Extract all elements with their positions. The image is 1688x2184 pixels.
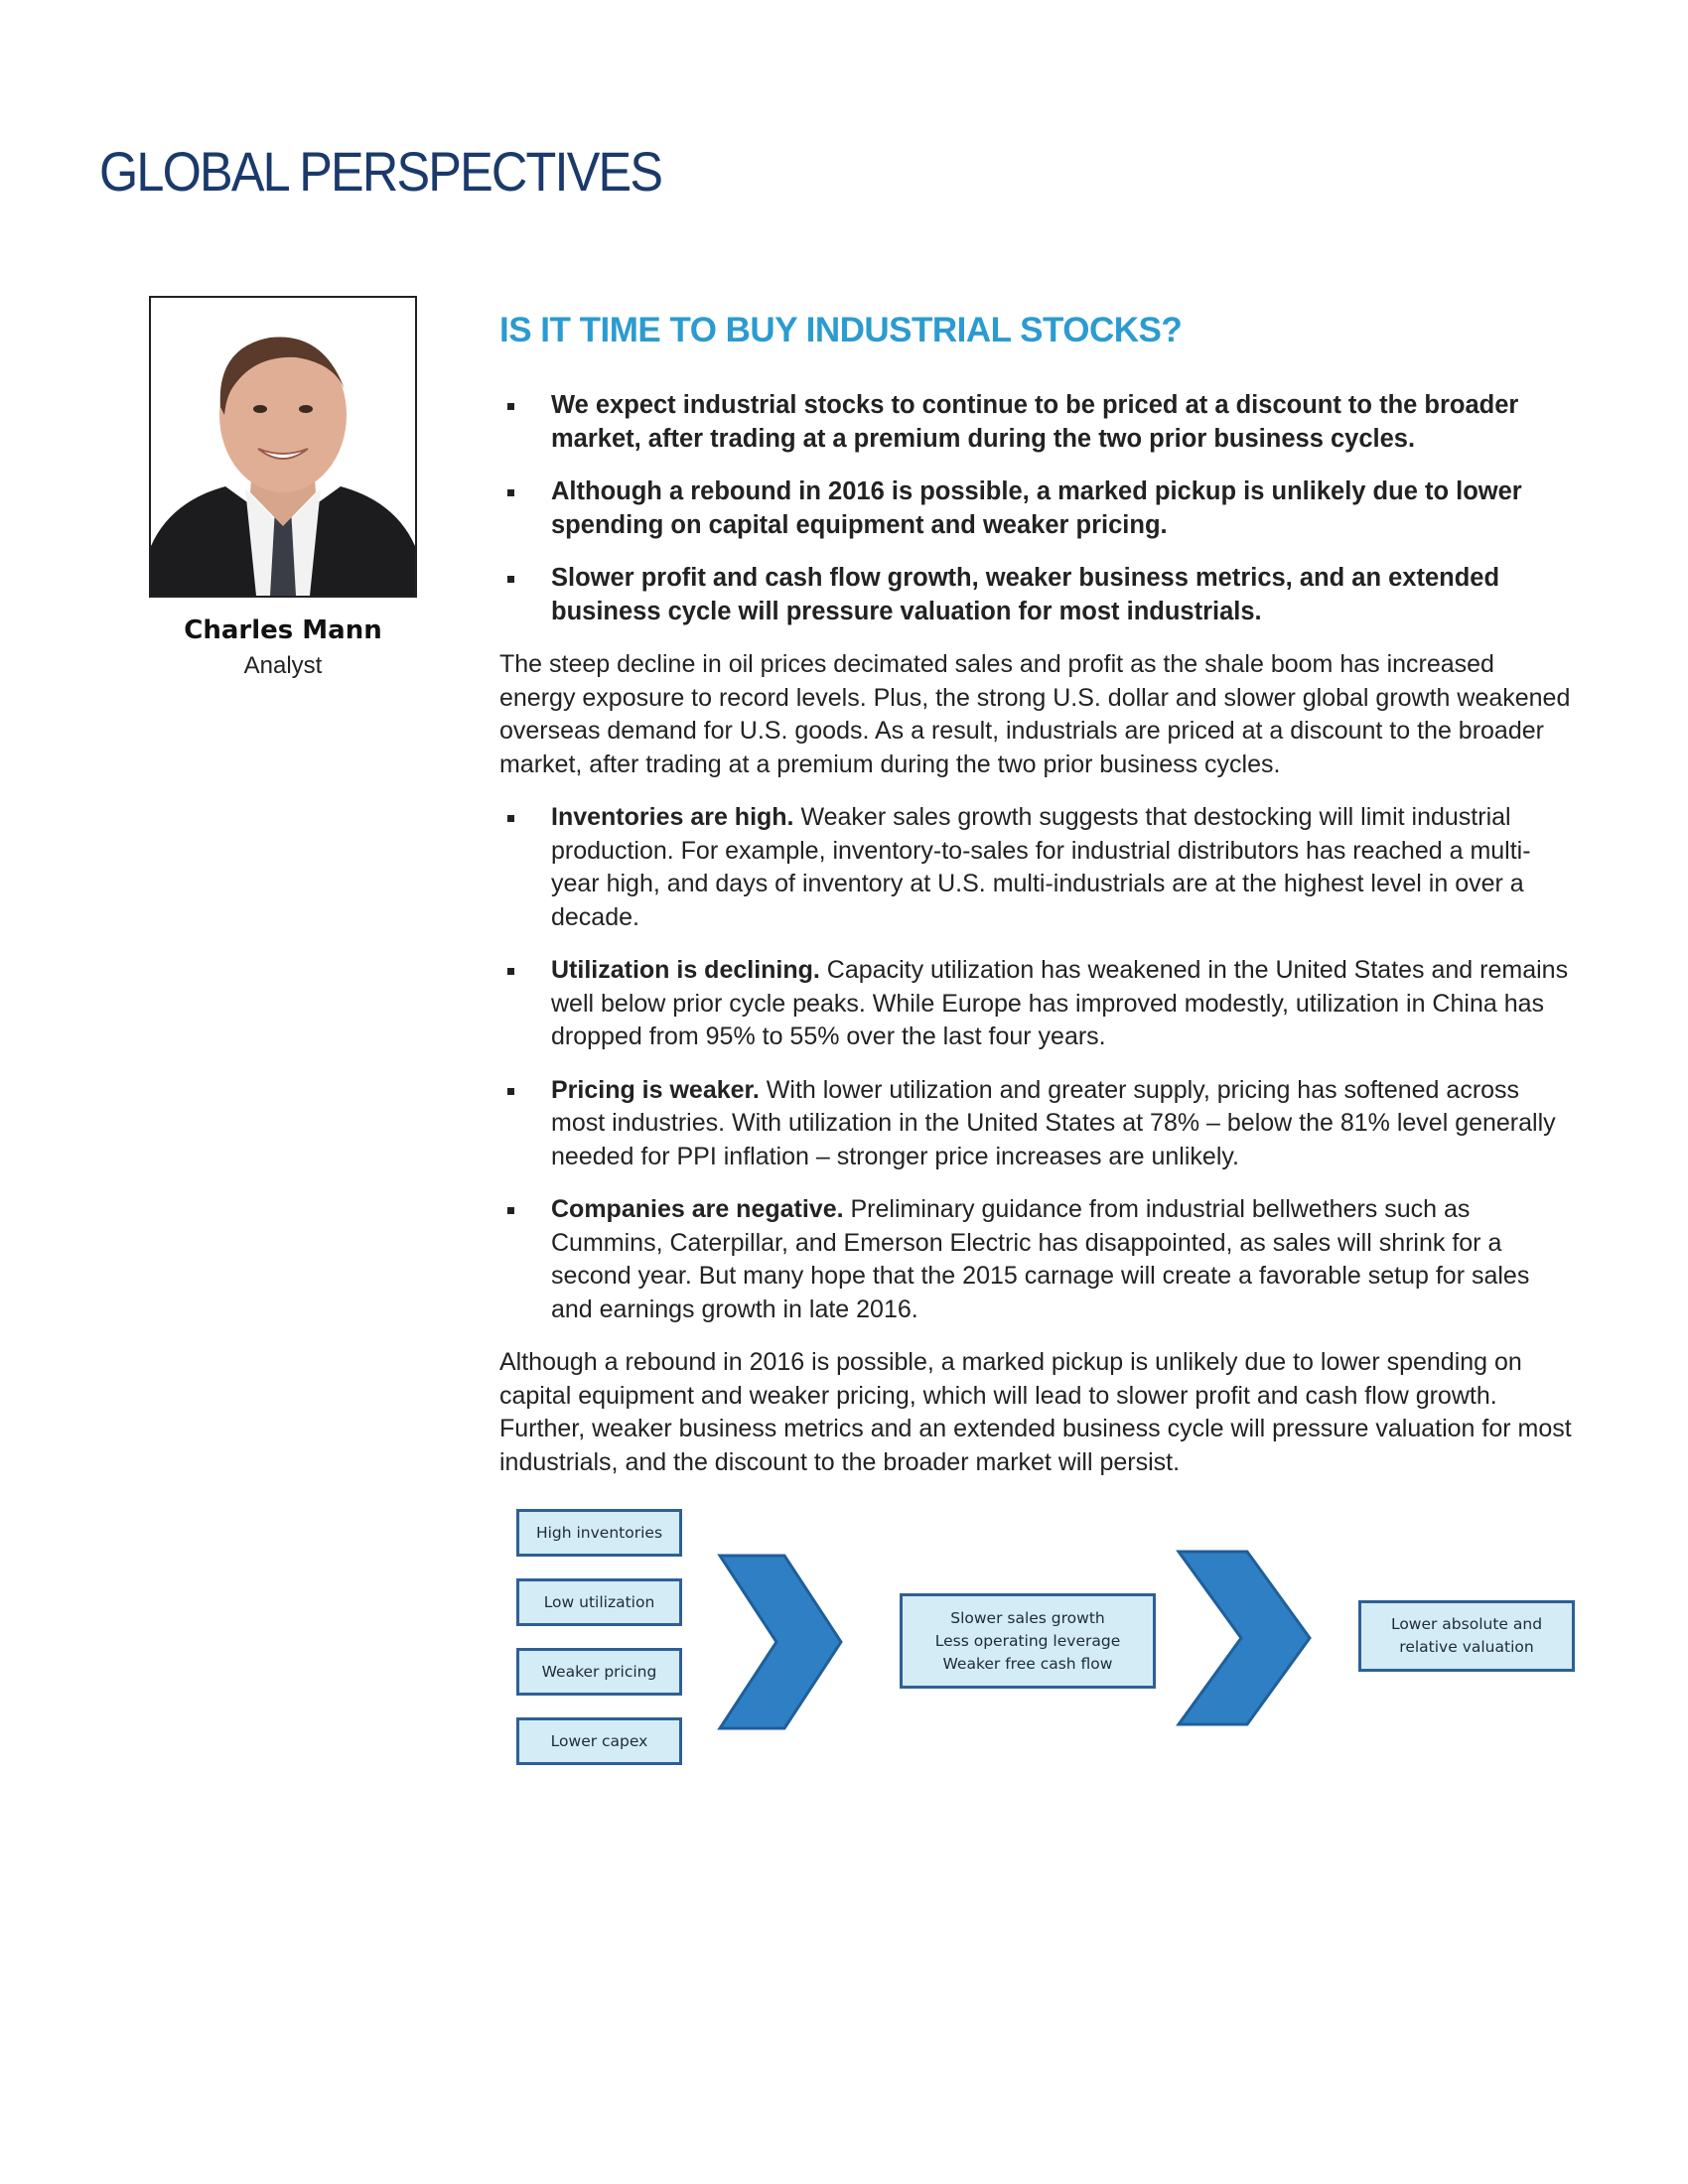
detail-item [499, 954, 1577, 1054]
portrait-image [151, 298, 415, 596]
cause-box: Weaker pricing [516, 1648, 682, 1696]
bullet-icon [507, 403, 514, 410]
detail-text: Capacity utilization has weakened in the United States and remains well below prior cycle peaks. While Europe has improved modestly, utilization in China has dropped from 95% to 55% over the last four years. [551, 956, 1569, 1050]
bullet-icon [507, 815, 514, 822]
outcome-line: relative valuation [1399, 1638, 1534, 1656]
bullet-icon [507, 576, 514, 583]
author-name: Charles Mann [184, 615, 382, 645]
cause-box: Low utilization [516, 1578, 682, 1626]
detail-lead: Pricing is weaker. [551, 1075, 760, 1104]
detail-item [499, 1193, 1577, 1326]
key-point-text: Although a rebound in 2016 is possible, a marked pickup is unlikely due to lower spending on capital equipment and weaker pricing. [551, 478, 1522, 539]
page-title: GLOBAL PERSPECTIVES [99, 140, 662, 203]
chevron-right-icon [717, 1553, 846, 1731]
effect-line: Weaker free cash flow [942, 1654, 1113, 1673]
detail-lead: Inventories are high. [551, 803, 794, 831]
valuation-flow-diagram [506, 1501, 1579, 1779]
effect-line: Less operating leverage [934, 1631, 1121, 1650]
effects-box [900, 1593, 1156, 1689]
bullet-icon [507, 1088, 514, 1095]
detail-item [499, 1074, 1577, 1174]
detail-text: With lower utilization and greater supply, pricing has softened across most industries. With utilization in the United States at 78% – below the 81% level generally needed for PPI inflation – stronger price increases are unlikely. [551, 1075, 1556, 1170]
conclusion-paragraph: Although a rebound in 2016 is possible, a marked pickup is unlikely due to lower spending on capital equipment and weaker pricing, which will lead to slower profit and cash flow growth. Further, weaker business metrics and an extended business cycle will pressure valuation for most industrials, and the discount to the broader market will persist. [499, 1348, 1572, 1476]
article-heading: IS IT TIME TO BUY INDUSTRIAL STOCKS? [499, 311, 1183, 349]
bullet-icon [507, 489, 514, 496]
author-role: Analyst [243, 652, 323, 679]
cause-box: Lower capex [516, 1717, 682, 1765]
bullet-icon [507, 1207, 514, 1214]
intro-paragraph: The steep decline in oil prices decimated sales and profit as the shale boom has increased energy exposure to record levels. Plus, the strong U.S. dollar and slower global growth weakened overseas demand for U.S. goods. As a result, industrials are priced at a discount to the broader market, after trading at a premium during the two prior business cycles. [499, 650, 1571, 778]
bullet-icon [507, 968, 514, 975]
author-photo [149, 296, 417, 598]
details-list [499, 801, 1577, 1326]
detail-lead: Utilization is declining. [551, 956, 820, 984]
chevron-right-icon [1176, 1549, 1315, 1727]
outcome-box [1358, 1600, 1575, 1672]
key-point-text: We expect industrial stocks to continue to be priced at a discount to the broader market, after trading at a premium during the two prior business cycles. [551, 391, 1519, 453]
effect-line: Slower sales growth [950, 1608, 1105, 1627]
outcome-line: Lower absolute and [1390, 1615, 1543, 1633]
article-body [499, 308, 1577, 1499]
key-point [499, 476, 1577, 542]
detail-text: Weaker sales growth suggests that destocking will limit industrial production. For example, inventory-to-sales for industrial distributors has reached a multi-year high, and days of inventory at U.S. multi-industrials are at the highest level in over a decade. [551, 803, 1531, 931]
detail-lead: Companies are negative. [551, 1195, 844, 1223]
cause-box: High inventories [516, 1509, 682, 1557]
detail-text: Preliminary guidance from industrial bellwethers such as Cummins, Caterpillar, and Emerson Electric has disappointed, as sales will shrink for a second year. But many hope that the 2015 carnage will create a favorable setup for sales and earnings growth in late 2016. [551, 1195, 1530, 1323]
key-point-text: Slower profit and cash flow growth, weaker business metrics, and an extended business cycle will pressure valuation for most industrials. [551, 564, 1500, 625]
key-points-list [499, 389, 1577, 628]
key-point [499, 562, 1577, 628]
detail-item [499, 801, 1577, 934]
key-point [499, 389, 1577, 456]
